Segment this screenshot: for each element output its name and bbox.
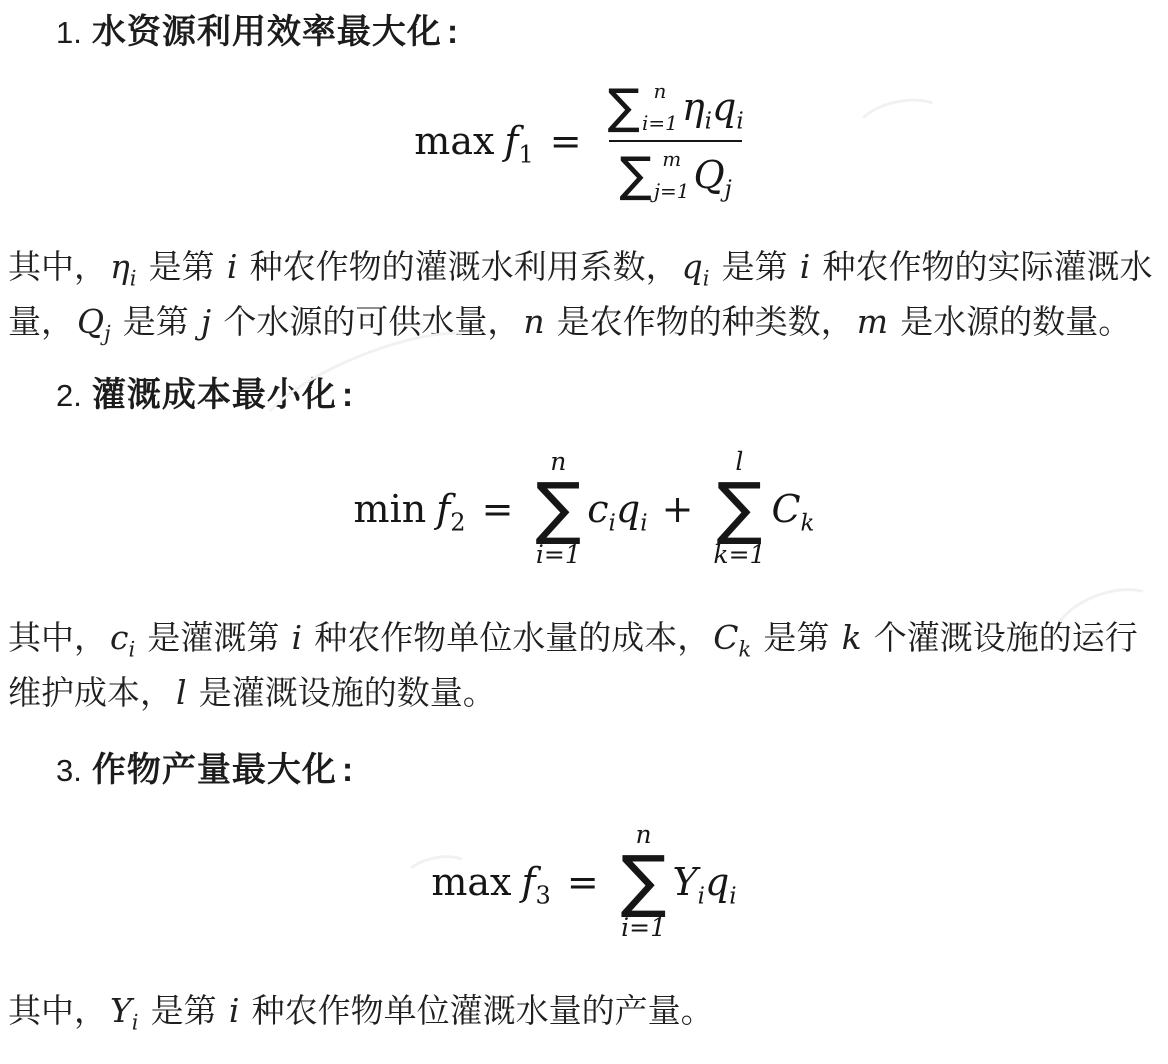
plus-sign: +	[661, 487, 694, 532]
var-q-i: $q_i$	[704, 860, 737, 910]
var-c-i: $c_i$	[587, 487, 616, 537]
section-1-number: 1.	[56, 15, 82, 50]
section-3-heading	[56, 748, 1168, 793]
var-q-i: $q_i$	[712, 85, 744, 135]
equals-sign: =	[481, 487, 514, 532]
objective-f1: $f_1$	[504, 119, 534, 169]
section-irrigation-cost	[0, 373, 1168, 720]
section-water-efficiency	[0, 10, 1168, 349]
section-crop-yield	[0, 748, 1168, 1038]
section-1-description: 其中，$\eta_i$ 是第 i 种农作物的灌溉水利用系数，$q_i$ 是第 i 种农作物的实际灌溉水量，$Q_j$ 是第 j 个水源的可供水量，n 是农作物的种类数，m 是水源的数量。	[8, 247, 1153, 346]
section-1-heading	[56, 10, 1168, 55]
sum-symbol: ∑ n i=1	[607, 79, 678, 135]
equals-sign: =	[549, 119, 582, 163]
section-2-heading	[56, 373, 1168, 418]
var-Y-i: $Y_i$	[672, 860, 705, 910]
var-q-i: $q_i$	[615, 487, 648, 537]
var-eta-i: $\eta_i$	[681, 85, 712, 135]
sum-symbol: n ∑ i=1	[535, 447, 582, 570]
objective-f2: $f_2$	[436, 487, 466, 537]
fraction	[598, 81, 754, 201]
max-operator: max	[431, 860, 512, 905]
equals-sign: =	[566, 860, 599, 905]
var-C-k: $C_k$	[771, 487, 815, 537]
section-2-title: 灌溉成本最小化	[91, 376, 337, 414]
formula-f3	[0, 821, 1168, 943]
formula-f2	[0, 448, 1168, 570]
section-2-description: 其中，$c_i$ 是灌溉第 i 种农作物单位水量的成本，$C_k$ 是第 k 个灌溉设施的运行维护成本，l 是灌溉设施的数量。	[8, 618, 1138, 713]
sum-symbol: l ∑ k=1	[713, 447, 766, 570]
fraction-denominator	[609, 140, 741, 201]
section-3-description: 其中，$Y_i$ 是第 i 种农作物单位灌溉水量的产量。	[8, 991, 714, 1035]
section-1-title: 水资源利用效率最大化	[91, 13, 442, 51]
formula-f1	[0, 81, 1168, 201]
var-Q-j: $Q_j$	[693, 153, 732, 203]
fraction-numerator	[598, 81, 754, 140]
sum-symbol: ∑ m j=1	[619, 147, 690, 203]
section-2-colon: :	[341, 376, 354, 414]
max-operator: max	[414, 119, 495, 163]
section-3-title: 作物产量最大化	[91, 751, 337, 790]
section-2-number: 2.	[56, 378, 82, 413]
section-1-colon: :	[446, 13, 459, 51]
section-3-colon: :	[341, 751, 354, 790]
min-operator: min	[353, 487, 427, 532]
sum-symbol: n ∑ i=1	[620, 820, 667, 943]
objective-f3: $f_3$	[521, 860, 551, 910]
section-3-number: 3.	[56, 753, 82, 789]
